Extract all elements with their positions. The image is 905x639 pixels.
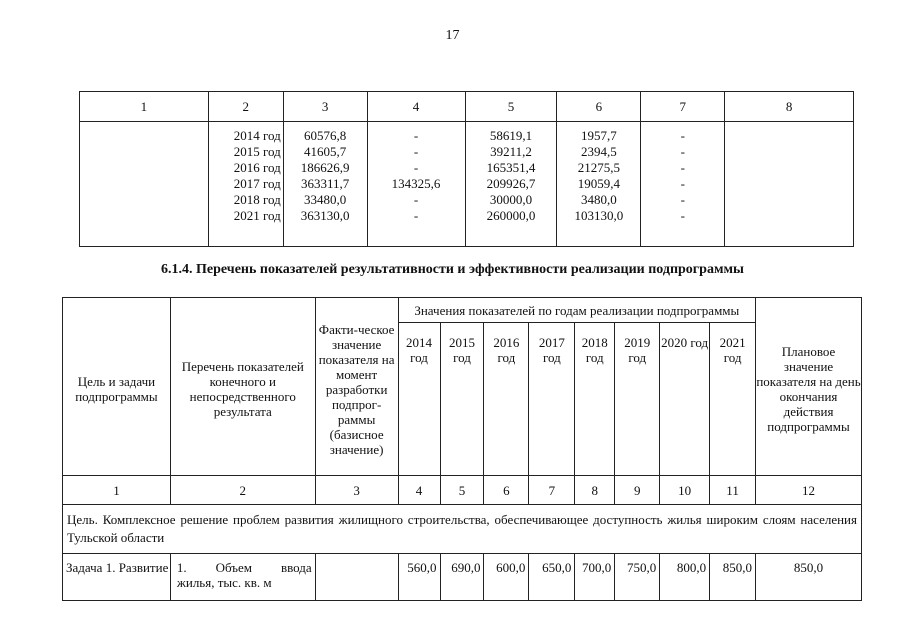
year-header: 2014 год (398, 323, 440, 476)
amount-value: - (413, 208, 419, 223)
col-number: 1 (80, 92, 209, 122)
empty-cell (725, 122, 854, 247)
col-number: 9 (615, 476, 660, 505)
indicator-name (170, 554, 315, 601)
col-number: 12 (756, 476, 862, 505)
header-indicator-list: Перечень показателей конечного и непосредственного результата (170, 298, 315, 476)
year-value: 2016 год (233, 160, 281, 175)
indicator-number: 1. (176, 560, 187, 575)
col-number: 10 (660, 476, 710, 505)
empty-cell (80, 122, 209, 247)
local-cell (557, 122, 641, 247)
col-number: 8 (575, 476, 615, 505)
col-number: 2 (170, 476, 315, 505)
year-value: 2021 год (233, 208, 281, 223)
col-number: 4 (398, 476, 440, 505)
header-fact-value: Факти-ческое значение показателя на момент разработки подпрог-раммы (базисное значение) (315, 298, 398, 476)
amount-value: 209926,7 (486, 176, 536, 191)
indicator-first-line (174, 560, 315, 575)
years-cell (208, 122, 283, 247)
amount-value: - (680, 192, 685, 207)
amount-value: - (413, 192, 419, 207)
year-value: 2017 год (233, 176, 281, 191)
col-number: 1 (63, 476, 171, 505)
total-cell (283, 122, 367, 247)
year-header: 2018 год (575, 323, 615, 476)
page-number: 17 (445, 28, 460, 43)
goal-row (63, 505, 862, 554)
col-number: 8 (725, 92, 854, 122)
indicators-table (62, 297, 862, 601)
amount-value: 21275,5 (577, 160, 620, 175)
year-value: 700,0 (575, 554, 615, 601)
amount-value: 30000,0 (489, 192, 533, 207)
amount-value: 363311,7 (301, 176, 350, 191)
col-number: 3 (283, 92, 367, 122)
amount-value: 103130,0 (574, 208, 624, 223)
year-value: 560,0 (398, 554, 440, 601)
col-number: 6 (557, 92, 641, 122)
amount-value: 363130,0 (300, 208, 350, 223)
year-value: 800,0 (660, 554, 710, 601)
amount-value: 134325,6 (391, 176, 441, 191)
other-cell (641, 122, 725, 247)
amount-value: 58619,1 (489, 128, 533, 143)
year-header: 2021 год (710, 323, 756, 476)
amount-value: - (413, 144, 419, 159)
col-number: 2 (208, 92, 283, 122)
goal-text: Цель. Комплексное решение проблем развития жилищного строительства, обеспечивающее доступность жилья широким слоям населения Тульской области (63, 505, 862, 554)
header-values-by-year: Значения показателей по годам реализации подпрограммы (398, 298, 755, 323)
col-number: 6 (484, 476, 529, 505)
year-header: 2019 год (615, 323, 660, 476)
year-header: 2017 год (529, 323, 575, 476)
header-goal: Цель и задачи подпрограммы (63, 298, 171, 476)
year-value: 750,0 (615, 554, 660, 601)
plan-value: 850,0 (756, 554, 862, 601)
year-header: 2020 год (660, 323, 710, 476)
year-value: 690,0 (440, 554, 484, 601)
year-header: 2015 год (440, 323, 484, 476)
column-numbers-row (63, 476, 862, 505)
regional-cell (465, 122, 557, 247)
amount-value: 60576,8 (304, 128, 347, 143)
year-value: 2014 год (233, 128, 281, 143)
amount-value: - (413, 160, 419, 175)
indicator-word: Объем (215, 560, 252, 575)
federal-cell (367, 122, 465, 247)
header-plan-value: Плановое значение показателя на день окончания действия подпрограммы (756, 298, 862, 476)
year-value: 850,0 (710, 554, 756, 601)
amount-value: - (680, 176, 685, 191)
fact-value (315, 554, 398, 601)
col-number: 7 (529, 476, 575, 505)
amount-value: - (680, 160, 685, 175)
amount-value: 2394,5 (580, 144, 617, 159)
amount-value: - (680, 128, 685, 143)
year-header: 2016 год (484, 323, 529, 476)
task-row (63, 554, 862, 601)
amount-value: 19059,4 (577, 176, 620, 191)
task-label: Задача 1. Развитие (63, 554, 171, 601)
col-number: 5 (440, 476, 484, 505)
indicator-word: ввода (280, 560, 312, 575)
indicator-rest: жилья, тыс. кв. м (176, 575, 272, 590)
year-value: 650,0 (529, 554, 575, 601)
amount-value: 260000,0 (486, 208, 536, 223)
col-number: 3 (315, 476, 398, 505)
amount-value: 1957,7 (580, 128, 617, 143)
amount-value: 165351,4 (486, 160, 536, 175)
year-value: 600,0 (484, 554, 529, 601)
amount-value: - (413, 128, 419, 143)
amount-value: 33480,0 (304, 192, 347, 207)
financing-header-row (80, 92, 854, 122)
financing-table (79, 91, 854, 247)
col-number: 5 (465, 92, 557, 122)
amount-value: 3480,0 (580, 192, 617, 207)
col-number: 7 (641, 92, 725, 122)
indicators-header-row (63, 298, 862, 323)
col-number: 11 (710, 476, 756, 505)
amount-value: - (680, 208, 685, 223)
year-value: 2015 год (233, 144, 281, 159)
section-title: 6.1.4. Перечень показателей результативности и эффективности реализации подпрограммы (161, 262, 744, 277)
financing-data-row (80, 122, 854, 247)
amount-value: 41605,7 (304, 144, 347, 159)
amount-value: 39211,2 (490, 144, 532, 159)
year-value: 2018 год (233, 192, 281, 207)
amount-value: 186626,9 (300, 160, 350, 175)
col-number: 4 (367, 92, 465, 122)
amount-value: - (680, 144, 685, 159)
